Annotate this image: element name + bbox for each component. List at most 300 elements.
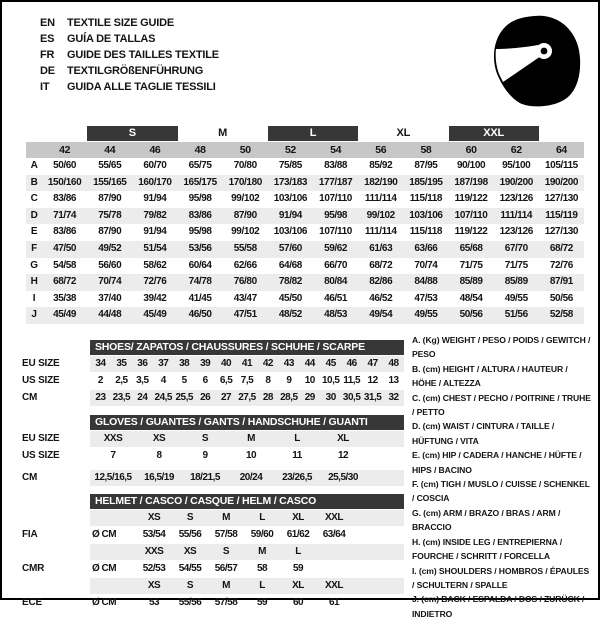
measure-cell: 51/56	[504, 309, 528, 321]
measure-cell: 72/76	[549, 259, 573, 271]
size-number-cell: 52	[284, 144, 296, 156]
size-value-cell: 34	[95, 358, 106, 369]
language-row	[40, 63, 219, 79]
size-value-cell: 9	[202, 450, 208, 461]
measure-cell: 190/200	[544, 176, 579, 188]
size-number-cell: 64	[555, 144, 567, 156]
language-code: DE	[40, 65, 55, 77]
measure-cell: 54/58	[53, 259, 77, 271]
helmet-value-cell: 60	[292, 597, 304, 608]
measure-cell: 47/50	[53, 242, 77, 254]
size-value-cell: 11	[292, 450, 302, 461]
helmet-value-cell: XXL	[325, 580, 343, 591]
measure-letter: J	[31, 309, 37, 321]
legend-item: H. (cm) INSIDE LEG / ENTREPIERNA / FOURCHE / SCHRITT / FORCELLA	[412, 536, 563, 562]
size-value-cell: 24	[137, 392, 148, 403]
size-value-cell: 28	[262, 392, 273, 403]
measure-cell: 187/198	[454, 176, 488, 188]
certification-label: ECE	[22, 597, 42, 608]
measure-cell: 83/86	[53, 226, 77, 238]
size-value-cell: 28,5	[280, 392, 298, 403]
size-value-cell: 30,5	[342, 392, 361, 403]
measure-letter: D	[30, 209, 38, 221]
helmet-value-cell: 56/57	[214, 563, 238, 574]
size-value-cell: 48	[388, 358, 399, 369]
measure-cell: 66/70	[324, 259, 348, 271]
helmet-value-cell: 54/55	[178, 563, 202, 574]
size-value-cell: 5	[181, 375, 187, 386]
measure-letter: G	[30, 259, 38, 271]
size-number-cell: 50	[239, 144, 251, 156]
helmet-data-row	[22, 561, 404, 577]
measure-cell: 185/195	[409, 176, 443, 188]
measure-cell: 47/51	[233, 309, 257, 321]
shoes-row	[22, 373, 404, 389]
measure-cell: 63/66	[414, 242, 438, 254]
helmet-value-cell: L	[259, 512, 265, 523]
measure-cell: 46/52	[369, 292, 393, 304]
gloves-table	[22, 415, 404, 486]
certification-label: CMR	[22, 563, 45, 574]
language-title: TEXTILE SIZE GUIDE	[67, 17, 175, 29]
size-group-label: XXL	[449, 126, 539, 141]
diameter-label	[90, 544, 136, 560]
language-row	[40, 31, 219, 47]
measure-cell: 99/102	[366, 209, 395, 221]
size-number-cell: 42	[59, 144, 71, 156]
helmet-value-cell: 58	[256, 563, 268, 574]
language-code: FR	[40, 49, 55, 61]
measure-cell: 91/94	[143, 226, 167, 238]
size-value-cell: 46	[346, 358, 357, 369]
measure-cell: 75/78	[98, 209, 122, 221]
size-number-cell: 54	[330, 144, 342, 156]
legend-item: G. (cm) ARM / BRAZO / BRAS / ARM / BRACCIO	[412, 507, 561, 533]
measure-cell: 58/62	[143, 259, 167, 271]
measurement-legend	[412, 333, 592, 621]
size-value-cell: 9	[286, 375, 292, 386]
helmet-value-cell: XS	[147, 512, 161, 523]
size-number-row	[26, 142, 584, 158]
measure-cell: 127/130	[544, 226, 579, 238]
measure-cell: 165/175	[183, 176, 217, 188]
legend-item: J. (cm) BACK / ESPALDA / DOS / ZURÜCK / INDIETRO	[412, 594, 585, 619]
helmet-value-cell: 59/60	[250, 529, 274, 540]
size-system-label: EU SIZE	[22, 358, 60, 369]
measure-cell: 78/82	[278, 276, 302, 288]
helmet-value-cell: 57/58	[214, 529, 238, 540]
diameter-label: Ø CM	[92, 529, 117, 540]
size-value-cell: 10	[245, 450, 257, 461]
measure-cell: 65/68	[459, 242, 483, 254]
measure-cell: 49/52	[98, 242, 122, 254]
diameter-label: Ø CM	[92, 597, 117, 608]
measure-cell: 95/98	[324, 209, 348, 221]
measure-cell: 87/90	[233, 209, 257, 221]
helmet-value-cell: 57/58	[214, 597, 238, 608]
helmet-value-cell: XS	[183, 546, 197, 557]
measure-cell: 123/126	[499, 226, 533, 238]
measure-letter: I	[32, 292, 36, 304]
measure-cell: 71/75	[459, 259, 483, 271]
size-value-cell: 41	[241, 358, 253, 369]
measure-cell: 107/110	[454, 209, 488, 221]
size-number-cell: 62	[510, 144, 522, 156]
helmet-values	[90, 595, 404, 611]
helmet-value-cell: 55/56	[178, 529, 202, 540]
size-value-cell: S	[201, 433, 209, 444]
measure-cell: 65/75	[188, 160, 212, 171]
measure-cell: 105/115	[545, 160, 578, 171]
size-value-cell: 37	[158, 358, 169, 369]
measure-cell: 71/75	[504, 259, 528, 271]
measure-cell: 83/86	[53, 193, 77, 205]
size-number-cell: 46	[149, 144, 161, 156]
measure-cell: 85/89	[459, 276, 483, 288]
size-value-cell: 32	[388, 392, 399, 403]
helmet-value-cell: L	[259, 580, 265, 591]
measure-cell: 111/114	[500, 209, 533, 221]
measure-cell: 95/98	[188, 193, 212, 205]
helmet-value-cell	[316, 561, 352, 577]
measure-cell: 68/72	[53, 276, 77, 288]
measure-cell: 76/80	[233, 276, 257, 288]
measure-cell: 47/53	[414, 292, 438, 304]
size-value-cell: 4	[160, 375, 166, 386]
measure-cell: 48/53	[324, 309, 348, 321]
size-group-label: L	[268, 126, 358, 141]
size-system-label: EU SIZE	[22, 433, 60, 444]
size-value-cell: 31,5	[363, 392, 382, 403]
measure-cell: 72/76	[143, 276, 167, 288]
gloves-row	[22, 470, 404, 486]
measure-cell: 99/102	[231, 226, 260, 238]
measure-cell: 64/68	[278, 259, 302, 271]
legend-item: C. (cm) CHEST / PECHO / POITRINE / TRUHE / PETTO	[412, 392, 591, 418]
size-value-cell: 30	[325, 392, 336, 403]
size-value-cell: 12	[367, 375, 378, 386]
helmet-value-cell: M	[222, 580, 230, 591]
language-row	[40, 47, 219, 63]
measure-cell: 71/74	[53, 209, 77, 221]
size-group-label: XL	[396, 127, 411, 139]
measure-cell: 119/122	[454, 193, 488, 205]
size-values	[90, 470, 404, 486]
measure-cell: 182/190	[364, 176, 398, 188]
language-code: EN	[40, 17, 55, 29]
size-value-cell: 27,5	[238, 392, 256, 403]
measure-cell: 61/63	[369, 242, 393, 254]
helmet-size-row	[22, 544, 404, 560]
gloves-table-title: GLOVES / GUANTES / GANTS / HANDSCHUHE / GUANTI	[90, 415, 404, 430]
helmet-size-row	[22, 510, 404, 526]
size-value-cell: 11,5	[343, 375, 361, 386]
language-code: IT	[40, 81, 50, 93]
helmet-value-cell: M	[258, 546, 266, 557]
helmet-value-cell: S	[186, 512, 194, 523]
helmet-value-cell: 63/64	[322, 529, 346, 540]
measure-row	[26, 191, 584, 208]
diameter-label: Ø CM	[92, 563, 117, 574]
certification-label	[22, 578, 90, 594]
helmet-value-cell: 61	[328, 597, 340, 608]
helmet-icon	[484, 12, 588, 112]
language-row	[40, 79, 219, 95]
gloves-row	[22, 431, 404, 447]
helmet-value-cell: 59	[292, 563, 304, 574]
helmet-value-cell: 53/54	[142, 529, 166, 540]
measure-letter: H	[30, 276, 38, 288]
measure-cell: 41/45	[188, 292, 212, 304]
measure-cell: 45/49	[143, 309, 167, 321]
measure-cell: 150/160	[47, 176, 82, 188]
size-value-cell: 16,5/19	[144, 472, 174, 483]
measure-cell: 91/94	[143, 193, 167, 205]
size-value-cell: 23,5	[112, 392, 131, 403]
measure-cell: 83/86	[188, 209, 212, 221]
measure-cell: 48/52	[278, 309, 302, 321]
measure-cell: 49/55	[504, 292, 528, 304]
helmet-value-cell: XL	[292, 512, 304, 523]
legend-item: B. (cm) HEIGHT / ALTURA / HAUTEUR / HÖHE / ALTEZZA	[412, 363, 568, 389]
measure-row	[26, 208, 584, 225]
size-value-cell: 40	[221, 358, 232, 369]
measure-cell: 95/98	[188, 226, 212, 238]
measure-cell: 80/84	[324, 276, 348, 288]
measure-cell: 70/80	[233, 160, 257, 171]
size-values	[90, 373, 404, 389]
size-number-cell: 44	[104, 144, 116, 156]
measure-letter: F	[31, 242, 37, 254]
measure-cell: 83/88	[324, 160, 348, 171]
measure-cell: 170/180	[228, 176, 262, 188]
helmet-logo-icon	[484, 12, 588, 112]
measure-cell: 70/74	[414, 259, 438, 271]
measure-cell: 53/56	[188, 242, 212, 254]
legend-item: I. (cm) SHOULDERS / HOMBROS / ÉPAULES / SCHULTERN / SPALLE	[412, 565, 590, 590]
size-value-cell: 26	[200, 392, 211, 403]
measure-cell: 85/92	[369, 160, 393, 171]
helmet-value-cell: 55/56	[178, 597, 202, 608]
measure-cell: 123/126	[499, 193, 533, 205]
size-value-cell: 3,5	[136, 375, 149, 386]
measure-cell: 68/72	[369, 259, 393, 271]
size-value-cell: 6,5	[219, 375, 233, 386]
measure-cell: 45/50	[278, 292, 302, 304]
measure-row	[26, 274, 584, 291]
measure-cell: 103/106	[273, 226, 308, 238]
size-value-cell: 18/21,5	[190, 472, 220, 483]
helmet-values	[90, 578, 404, 594]
language-title: GUÍA DE TALLAS	[67, 33, 156, 45]
size-value-cell: 12,5/16,5	[94, 472, 132, 483]
diameter-label	[90, 578, 136, 594]
measure-cell: 115/118	[409, 226, 443, 238]
measure-cell: 127/130	[544, 193, 579, 205]
measure-cell: 87/95	[414, 160, 438, 171]
size-value-cell: 7,5	[240, 375, 254, 386]
measure-cell: 119/122	[454, 226, 488, 238]
measure-cell: 115/119	[545, 209, 578, 221]
size-value-cell: 8	[156, 450, 162, 461]
helmet-values	[90, 544, 404, 560]
size-value-cell: 44	[304, 358, 315, 369]
size-value-cell: 36	[137, 358, 148, 369]
size-value-cell: 10	[304, 375, 315, 386]
size-number-cell: 58	[420, 144, 432, 156]
size-value-cell: 23/26,5	[282, 472, 312, 483]
measure-cell: 56/60	[98, 259, 122, 271]
size-value-cell: 29	[304, 392, 315, 403]
measure-cell: 67/70	[504, 242, 528, 254]
measure-cell: 57/60	[278, 242, 302, 254]
helmet-table	[22, 494, 404, 611]
measure-cell: 75/85	[278, 160, 302, 171]
measure-letter: A	[30, 160, 38, 171]
measure-cell: 173/183	[273, 176, 308, 188]
size-value-cell: M	[247, 433, 255, 444]
measure-cell: 91/94	[278, 209, 302, 221]
measure-cell: 107/110	[319, 226, 352, 238]
size-values	[90, 356, 404, 372]
helmet-value-cell: 53	[148, 597, 160, 608]
size-system-label: US SIZE	[22, 375, 60, 386]
shoes-table-title: SHOES/ ZAPATOS / CHAUSSURES / SCHUHE / SCARPE	[90, 340, 404, 355]
size-number-cell: 60	[465, 144, 477, 156]
measure-cell: 87/90	[98, 226, 122, 238]
language-title: GUIDE DES TAILLES TEXTILE	[67, 49, 219, 61]
legend-item: E. (cm) HIP / CADERA / HANCHE / HÜFTE / HIPS / BACINO	[412, 450, 582, 475]
measure-cell: 35/38	[53, 292, 77, 304]
size-value-cell: 39	[200, 358, 211, 369]
helmet-values	[90, 561, 404, 577]
measure-cell: 39/42	[143, 292, 167, 304]
size-value-cell: XL	[337, 433, 349, 444]
measure-cell: 87/91	[549, 276, 573, 288]
size-value-cell: 2	[97, 375, 103, 386]
language-title: GUIDA ALLE TAGLIE TESSILI	[67, 81, 216, 93]
measurement-rows	[26, 158, 584, 324]
measure-cell: 155/165	[93, 176, 127, 188]
measure-cell: 90/100	[456, 160, 486, 171]
helmet-data-row	[22, 595, 404, 611]
measure-row	[26, 175, 584, 192]
size-values	[90, 390, 404, 406]
language-list	[40, 15, 219, 95]
certification-label	[22, 544, 90, 560]
size-value-cell: 8	[265, 375, 271, 386]
certification-label: FIA	[22, 529, 38, 540]
size-system-label: US SIZE	[22, 450, 60, 461]
size-group-label: M	[218, 127, 228, 139]
measure-cell: 50/56	[549, 292, 573, 304]
measure-cell: 87/90	[98, 193, 122, 205]
measure-cell: 55/65	[98, 160, 122, 171]
measure-cell: 49/54	[369, 309, 393, 321]
measure-cell: 49/55	[414, 309, 438, 321]
size-value-cell: 2,5	[115, 375, 128, 386]
measure-cell: 177/187	[318, 176, 353, 188]
measure-row	[26, 291, 584, 308]
measure-cell: 160/170	[138, 176, 172, 188]
language-row	[40, 15, 219, 31]
measure-row	[26, 258, 584, 275]
legend-item: F. (cm) TIGH / MUSLO / CUISSE / SCHENKEL / COSCIA	[412, 479, 590, 504]
size-value-cell: 6	[202, 375, 208, 386]
measure-cell: 46/50	[188, 309, 212, 321]
size-value-cell: 43	[283, 358, 294, 369]
size-value-cell: 13	[388, 375, 399, 386]
measure-cell: 51/54	[143, 242, 167, 254]
size-value-cell: 27	[221, 392, 232, 403]
measure-cell: 107/110	[319, 193, 352, 205]
measure-cell: 111/114	[364, 193, 397, 205]
corner-cell	[26, 142, 42, 158]
measure-letter: E	[30, 226, 38, 238]
measure-cell: 99/102	[231, 193, 260, 205]
measure-cell: 95/100	[502, 160, 531, 171]
language-code: ES	[40, 33, 55, 45]
size-system-label: CM	[22, 472, 38, 483]
measure-cell: 70/74	[98, 276, 122, 288]
measure-cell: 60/64	[188, 259, 212, 271]
size-value-cell: 10,5	[321, 375, 340, 386]
accessory-tables	[22, 340, 404, 611]
measure-cell: 62/66	[233, 259, 257, 271]
measure-cell: 59/62	[324, 242, 348, 254]
measure-cell: 84/88	[414, 276, 438, 288]
measure-cell: 82/86	[369, 276, 393, 288]
measure-row	[26, 307, 584, 324]
helmet-size-row	[22, 578, 404, 594]
helmet-value-cell: M	[222, 512, 230, 523]
size-value-cell: 24,5	[154, 392, 172, 403]
measure-cell: 45/49	[53, 309, 77, 321]
measure-cell: 50/60	[53, 160, 77, 171]
measure-cell: 44/48	[98, 309, 122, 321]
helmet-value-cell: S	[222, 546, 230, 557]
measure-cell: 79/82	[143, 209, 167, 221]
measure-cell: 60/70	[143, 160, 167, 171]
size-values	[90, 431, 404, 447]
size-value-cell: 38	[179, 358, 190, 369]
textile-size-table	[26, 126, 584, 324]
diameter-label	[90, 510, 136, 526]
certification-label	[22, 510, 90, 526]
size-value-cell: XS	[152, 433, 166, 444]
helmet-values	[90, 510, 404, 526]
shoes-row	[22, 390, 404, 406]
measure-cell: 55/58	[233, 242, 257, 254]
helmet-data-row	[22, 527, 404, 543]
size-group-label: S	[87, 126, 177, 141]
size-value-cell: XXS	[103, 433, 123, 444]
measure-cell: 103/106	[273, 193, 308, 205]
measure-cell: 52/58	[549, 309, 573, 321]
helmet-value-cell: XXS	[144, 546, 164, 557]
measure-cell: 37/40	[98, 292, 122, 304]
measure-cell: 48/54	[459, 292, 483, 304]
size-value-cell: 45	[325, 358, 336, 369]
measure-row	[26, 158, 584, 175]
measure-cell: 190/200	[499, 176, 533, 188]
helmet-value-cell: S	[186, 580, 194, 591]
legend-item: A. (Kg) WEIGHT / PESO / POIDS / GEWITCH / PESO	[412, 335, 591, 360]
size-value-cell: 47	[367, 358, 378, 369]
shoes-row	[22, 356, 404, 372]
size-value-cell: 7	[110, 450, 116, 461]
size-value-cell: 20/24	[239, 472, 263, 483]
